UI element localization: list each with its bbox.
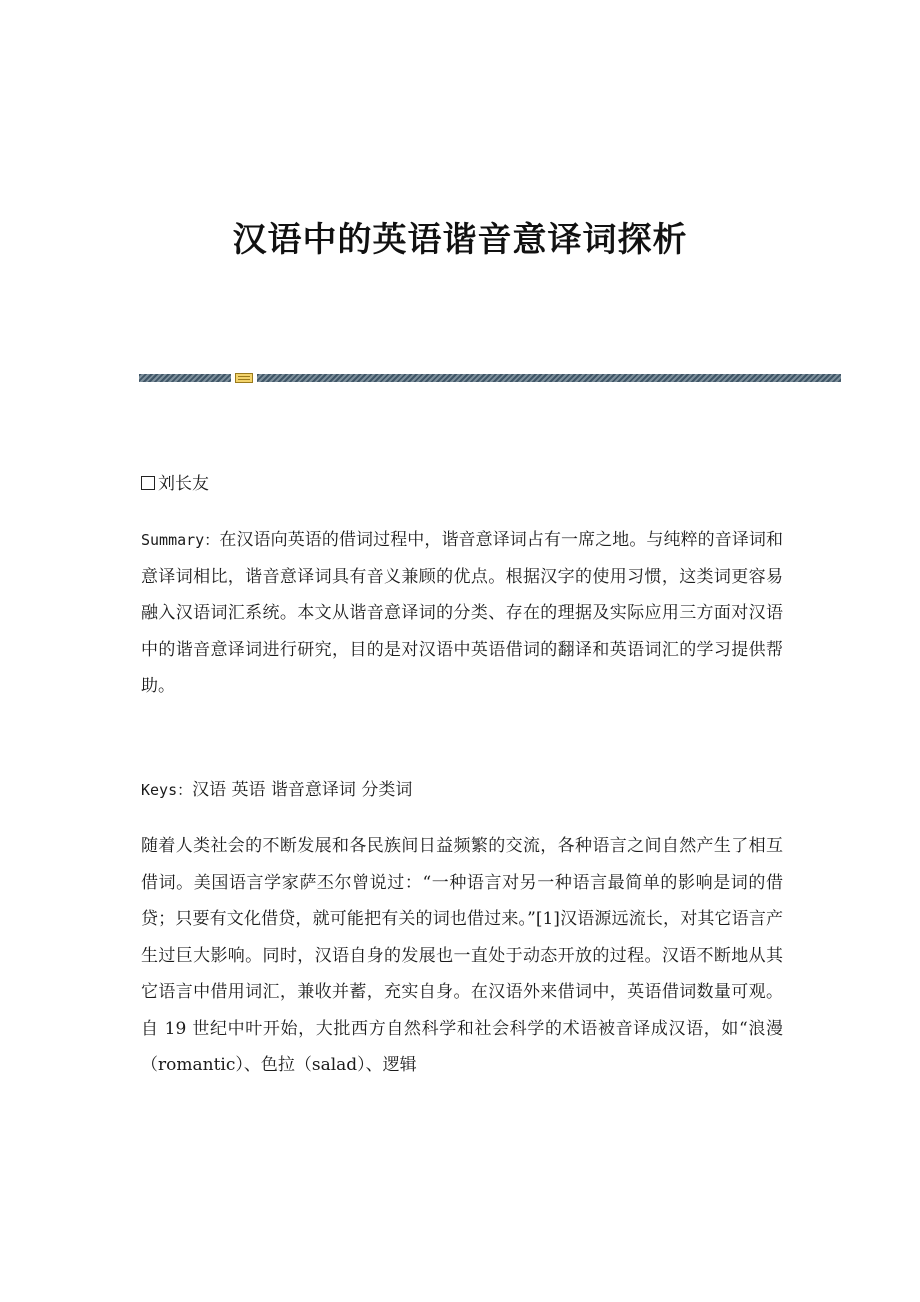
author-box-icon <box>141 476 155 490</box>
summary-label: Summary： <box>141 531 220 549</box>
summary-paragraph <box>141 522 783 705</box>
document-title: 汉语中的英语谐音意译词探析 <box>232 220 688 260</box>
divider-left-segment <box>139 374 231 382</box>
keywords-text: 汉语 英语 谐音意译词 分类词 <box>192 780 413 800</box>
body-paragraph: 随着人类社会的不断发展和各民族间日益频繁的交流，各种语言之间自然产生了相互借词。美国语言学家萨丕尔曾说过：“一种语言对另一种语言最简单的影响是词的借贷；只要有文化借贷，就可能把有关的词也借过来。”[1]汉语源远流长，对其它语言产生过巨大影响。同时，汉语自身的发展也一直处于动态开放的过程。汉语不断地从其它语言中借用词汇，兼收并蓄，充实自身。在汉语外来借词中，英语借词数量可观。自 19 世纪中叶开始，大批西方自然科学和社会科学的术语被音译成汉语，如“浪漫（romantic）、色拉（salad）、逻辑 <box>141 836 783 1075</box>
author-name: 刘长友 <box>158 474 209 494</box>
summary-text: 在汉语向英语的借词过程中，谐音意译词占有一席之地。与纯粹的音译词和意译词相比，谐音意译词具有音义兼顾的优点。根据汉字的使用习惯，这类词更容易融入汉语词汇系统。本文从谐音意译词的分类、存在的理据及实际应用三方面对汉语中的谐音意译词进行研究，目的是对汉语中英语借词的翻译和英语词汇的学习提供帮助。 <box>141 530 784 696</box>
keywords-label: Keys： <box>141 781 193 799</box>
author-line <box>141 470 209 498</box>
divider-right-segment <box>257 374 841 382</box>
divider-ornament-icon <box>235 373 253 383</box>
title-divider <box>139 373 841 383</box>
keywords-paragraph <box>141 772 783 809</box>
